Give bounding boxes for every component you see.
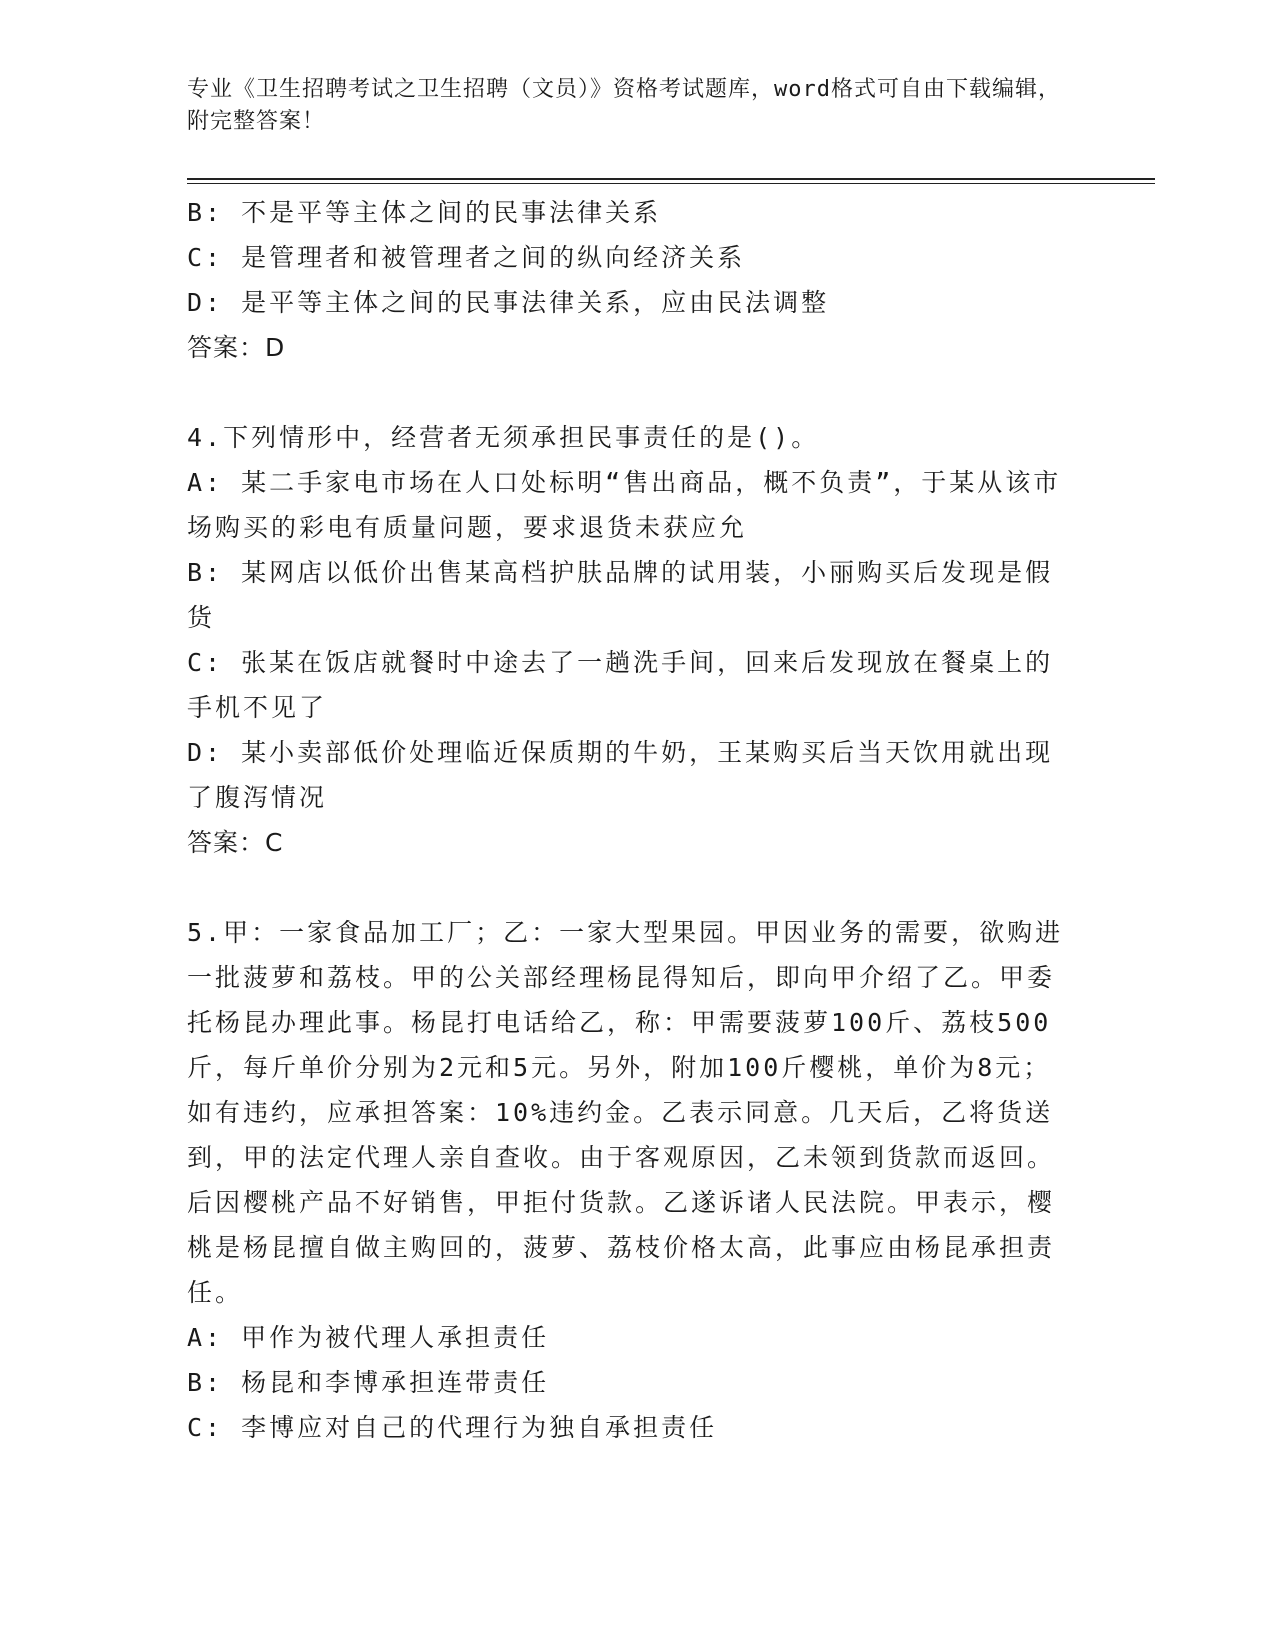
q5-option-c: C: 李博应对自己的代理行为独自承担责任 xyxy=(187,1413,718,1442)
header-divider-thick xyxy=(187,178,1155,180)
q4-option-c: C: 张某在饭店就餐时中途去了一趟洗手间，回来后发现放在餐桌上的手机不见了 xyxy=(187,648,1054,722)
q3-answer: 答案：D xyxy=(187,333,286,362)
q4-option-b: B: 某网店以低价出售某高档护肤品牌的试用装，小丽购买后发现是假货 xyxy=(187,558,1054,632)
q3-option-d: D: 是平等主体之间的民事法律关系，应由民法调整 xyxy=(187,288,830,317)
q5-option-a: A: 甲作为被代理人承担责任 xyxy=(187,1323,550,1352)
header-divider-thin xyxy=(187,183,1155,184)
q5-option-b: B: 杨昆和李博承担连带责任 xyxy=(187,1368,550,1397)
document-body xyxy=(187,190,1067,1450)
q4-option-a: A: 某二手家电市场在人口处标明“售出商品，概不负责”，于某从该市场购买的彩电有质量问题，要求退货未获应允 xyxy=(187,468,1062,542)
document-header: 专业《卫生招聘考试之卫生招聘（文员）》资格考试题库，word格式可自由下载编辑，附完整答案！ xyxy=(187,77,1061,134)
q3-option-b: B: 不是平等主体之间的民事法律关系 xyxy=(187,198,662,227)
spacer xyxy=(187,865,1067,910)
q4-answer: 答案：C xyxy=(187,828,284,857)
spacer xyxy=(187,370,1067,415)
q4-option-d: D: 某小卖部低价处理临近保质期的牛奶，王某购买后当天饮用就出现了腹泻情况 xyxy=(187,738,1054,812)
q3-option-c: C: 是管理者和被管理者之间的纵向经济关系 xyxy=(187,243,746,272)
q5-question: 5.甲：一家食品加工厂；乙：一家大型果园。甲因业务的需要，欲购进一批菠萝和荔枝。甲的公关部经理杨昆得知后，即向甲介绍了乙。甲委托杨昆办理此事。杨昆打电话给乙，称：甲需要菠萝100斤、荔枝500斤，每斤单价分别为2元和5元。另外，附加100斤樱桃，单价为8元；如有违约，应承担答案：10%违约金。乙表示同意。几天后，乙将货送到，甲的法定代理人亲自查收。由于客观原因，乙未领到货款而返回。后因樱桃产品不好销售，甲拒付货款。乙遂诉诸人民法院。甲表示，樱桃是杨昆擅自做主购回的，菠萝、荔枝价格太高，此事应由杨昆承担责任。 xyxy=(187,918,1064,1307)
q4-question: 4.下列情形中，经营者无须承担民事责任的是()。 xyxy=(187,423,820,452)
